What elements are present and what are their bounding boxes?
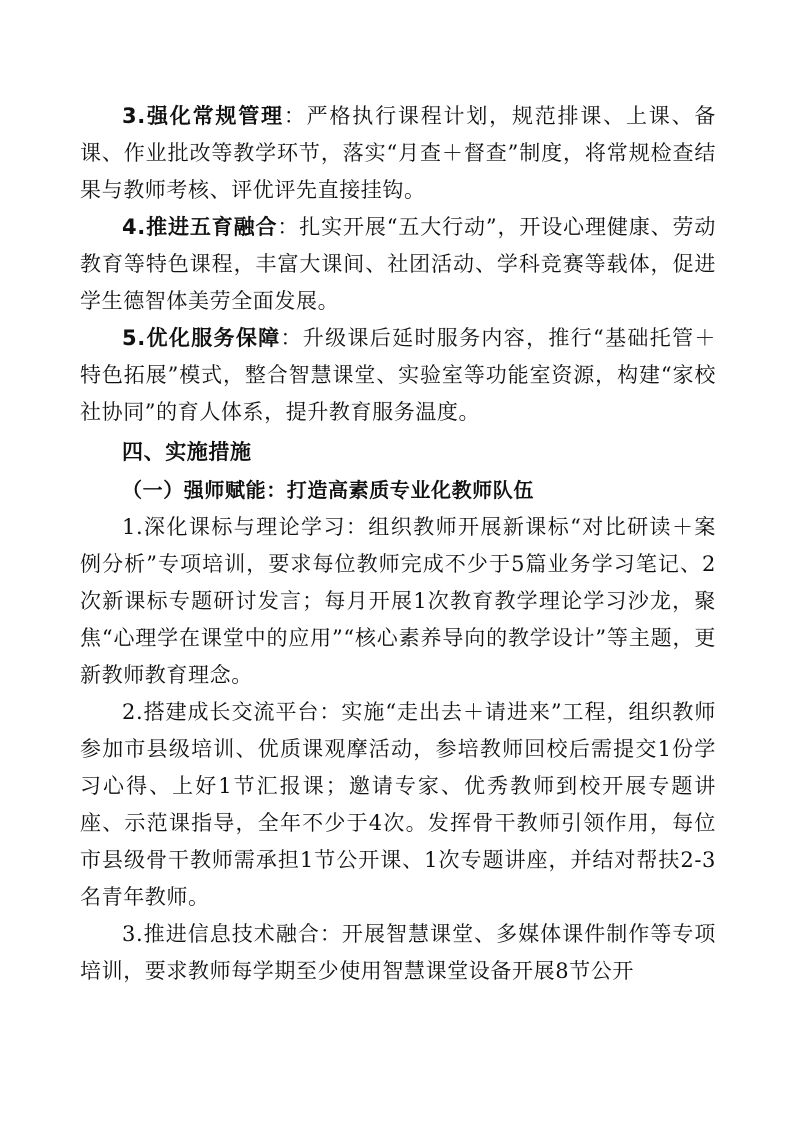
item-paragraph-4 (80, 209, 716, 320)
subsection-heading: （一）强师赋能：打造高素质专业化教师队伍 (122, 478, 534, 502)
item-lead-3: 3.强化常规管理 (122, 104, 284, 128)
item-text-4: ：扎实开展“五大行动”，开设心理健康、劳动教育等特色课程，丰富大课间、社团活动、学科竞赛等载体，促进学生德智体美劳全面发展。 (80, 215, 716, 313)
item-lead-4: 4.推进五育融合 (122, 215, 278, 239)
section-heading: 四、实施措施 (122, 440, 252, 464)
item-text-5: ：升级课后延时服务内容，推行“基础托管＋特色拓展”模式，整合智慧课堂、实验室等功能室资源，构建“家校社协同”的育人体系，提升教育服务温度。 (80, 326, 717, 424)
measure-paragraph-2: 2.搭建成长交流平台：实施“走出去＋请进来”工程，组织教师参加市县级培训、优质课观摩活动，参培教师回校后需提交1份学习心得、上好1节汇报课；邀请专家、优秀教师到校开展专题讲座、示范课指导，全年不少于4次。发挥骨干教师引领作用，每位市县级骨干教师需承担1节公开课、1次专题讲座，并结对帮扶2-3名青年教师。 (80, 700, 716, 909)
measure-paragraph-1: 1.深化课标与理论学习：组织教师开展新课标“对比研读＋案例分析”专项培训，要求每位教师完成不少于5篇业务学习笔记、2次新课标专题研讨发言；每月开展1次教育教学理论学习沙龙，聚焦“心理学在课堂中的应用”“核心素养导向的教学设计”等主题，更新教师教育理念。 (80, 515, 716, 687)
item-paragraph-3 (80, 98, 716, 209)
measure-paragraph-3: 3.推进信息技术融合：开展智慧课堂、多媒体课件制作等专项培训，要求教师每学期至少使用智慧课堂设备开展8节公开 (80, 922, 716, 983)
item-lead-5: 5.优化服务保障 (122, 326, 281, 350)
document-page (80, 98, 716, 990)
item-paragraph-5 (80, 320, 716, 431)
item-text-3: ：严格执行课程计划，规范排课、上课、备课、作业批改等教学环节，落实“月查＋督查”制度，将常规检查结果与教师考核、评优评先直接挂钩。 (80, 104, 717, 202)
